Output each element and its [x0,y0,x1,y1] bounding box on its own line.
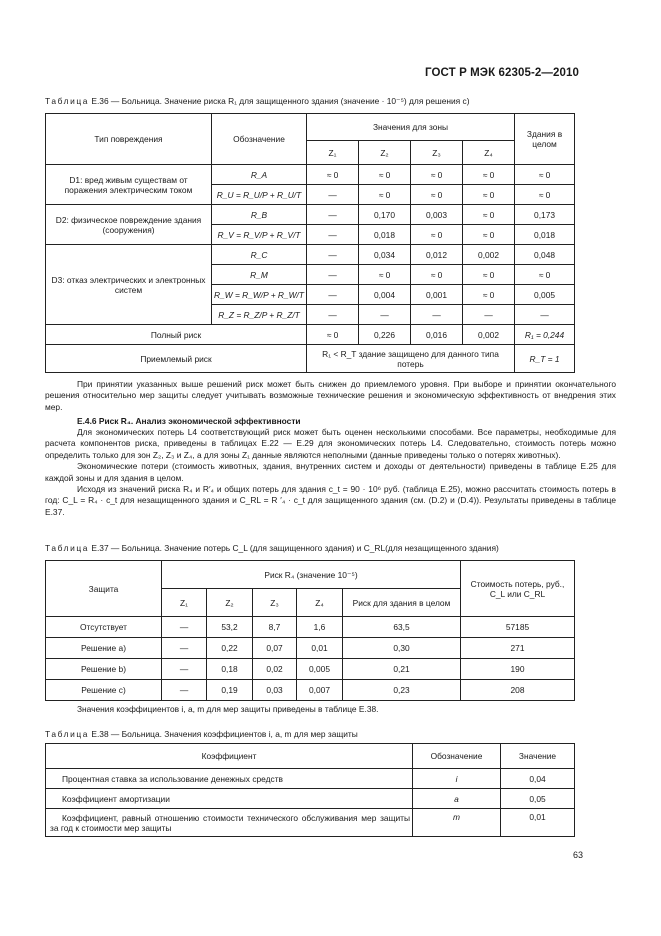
body-text-1 [45,379,616,413]
value-cell: 0,01 [501,809,575,837]
zone-z3: Z₃ [253,589,297,617]
table-row [46,809,575,837]
damage-d1: D1: вред живым существам от поражения электрическим током [46,165,212,205]
symbol-cell: R_V = R_V/P + R_V/T [212,225,307,245]
total-cell: 0,005 [515,285,575,305]
cost-cell: 208 [461,680,575,701]
col-header-risk: Риск R₄ (значение 10⁻⁵) [162,561,461,589]
value-cell: 0,001 [411,285,463,305]
table-e36 [45,113,575,373]
value-cell: — [307,225,359,245]
value-cell: 0,30 [343,638,461,659]
value-cell: ≈ 0 [463,265,515,285]
value-cell: 0,07 [253,638,297,659]
paragraph: Экономические потери (стоимость животных, здания, внутренних систем и доходы от деятельности) приведены в таблице Е.25 для каждой зоны и для здания в целом. [45,461,616,483]
acceptable-risk-text: R₁ < R_T здание защищено для данного типа потерь [307,345,515,373]
table-row [46,638,575,659]
damage-d3: D3: отказ электрических и электронных систем [46,245,212,325]
cost-cell: 190 [461,659,575,680]
zone-z1: Z₁ [307,141,359,165]
value-cell: 0,05 [501,789,575,809]
value-cell: ≈ 0 [411,185,463,205]
table-e38-caption [45,729,358,739]
zone-z1: Z₁ [162,589,207,617]
zone-z4: Z₄ [463,141,515,165]
zone-z2: Z₂ [359,141,411,165]
zone-z4: Z₄ [297,589,343,617]
total-cell: 0,173 [515,205,575,225]
symbol-cell: R_M [212,265,307,285]
value-cell: — [359,305,411,325]
value-cell: — [162,617,207,638]
body-text-2 [45,427,616,518]
value-cell: — [307,245,359,265]
paragraph: При принятии указанных выше решений риск может быть снижен до приемлемого уровня. При выборе и принятии окончательного решения относительно мер защиты следует учитывать возможные технические решения и экономическую эффективность от внедрения этих мер. [45,379,616,412]
protection-name: Отсутствует [46,617,162,638]
total-cell: ≈ 0 [515,265,575,285]
value-cell: 0,18 [207,659,253,680]
table-row [46,680,575,701]
paragraph: Для экономических потерь L4 соответствующий риск может быть оценен несколькими способами. Все параметры, необходимые для расчета компонентов риска, приведены в таблицах Е.22 — Е.29 для экономических потерь L4. Следовательно, стоимость потерь можно определить только для зон Z₂, Z₃ и Z₄, а для зоны Z₁ данные являются неполными (данные приведены только о потерях животных). [45,427,616,460]
value-cell: 63,5 [343,617,461,638]
value-cell: ≈ 0 [307,325,359,345]
value-cell: — [307,305,359,325]
value-cell: — [162,659,207,680]
caption-text: Е.38 — Больница. Значения коэффициентов i, a, m для мер защиты [89,729,358,739]
value-cell: 0,002 [463,325,515,345]
col-header-type: Тип повреждения [46,114,212,165]
caption-prefix: Таблица [45,729,90,739]
col-header-coefficient: Коэффициент [46,744,413,769]
value-cell: 0,007 [297,680,343,701]
caption-prefix: Таблица [45,543,90,553]
total-cell: ≈ 0 [515,185,575,205]
paragraph: Значения коэффициентов i, a, m для мер защиты приведены в таблице Е.38. [77,704,379,714]
value-cell: 0,003 [411,205,463,225]
table-row [46,769,575,789]
caption-text: Е.37 — Больница. Значение потерь C_L (для защищенного здания) и C_RL(для незащищенного здания) [89,543,499,553]
table-row-total [46,325,575,345]
value-cell: — [307,185,359,205]
col-header-cost: Стоимость потерь, руб., C_L или C_RL [461,561,575,617]
acceptable-risk-label: Приемлемый риск [46,345,307,373]
table-row-acceptable [46,345,575,373]
table-e37 [45,560,575,701]
value-cell: 0,018 [359,225,411,245]
col-header-protection: Защита [46,561,162,617]
col-header-value: Значение [501,744,575,769]
symbol-cell: R_C [212,245,307,265]
value-cell: ≈ 0 [411,265,463,285]
cost-cell: 57185 [461,617,575,638]
value-cell: ≈ 0 [411,165,463,185]
value-cell: — [463,305,515,325]
protection-name: Решение с) [46,680,162,701]
symbol-cell: R_U = R_U/P + R_U/T [212,185,307,205]
value-cell: ≈ 0 [463,285,515,305]
value-cell: — [162,680,207,701]
value-cell: 0,21 [343,659,461,680]
table-row [46,617,575,638]
value-cell: 0,19 [207,680,253,701]
value-cell: ≈ 0 [359,265,411,285]
table-e37-caption [45,543,499,553]
value-cell: ≈ 0 [463,225,515,245]
total-cell: R₁ = 0,244 [515,325,575,345]
value-cell: 53,2 [207,617,253,638]
value-cell: 0,04 [501,769,575,789]
value-cell: ≈ 0 [359,185,411,205]
value-cell: 0,034 [359,245,411,265]
document-header: ГОСТ Р МЭК 62305-2—2010 [425,67,579,79]
value-cell: 0,02 [253,659,297,680]
value-cell: ≈ 0 [307,165,359,185]
value-cell: 8,7 [253,617,297,638]
symbol-cell: R_Z = R_Z/P + R_Z/T [212,305,307,325]
caption-text: Е.36 — Больница. Значение риска R₁ для защищенного здания (значение · 10⁻⁵) для решения с) [89,96,470,106]
col-header-building: Здания в целом [515,114,575,165]
total-cell: ≈ 0 [515,165,575,185]
caption-prefix: Таблица [45,96,90,106]
symbol-cell: m [413,809,501,837]
section-heading [45,416,616,427]
coefficient-name: Процентная ставка за использование денежных средств [46,769,413,789]
value-cell: — [307,265,359,285]
value-cell: ≈ 0 [359,165,411,185]
col-header-building-risk: Риск для здания в целом [343,589,461,617]
value-cell: 0,22 [207,638,253,659]
table-row [46,205,575,225]
total-cell: 0,018 [515,225,575,245]
symbol-cell: R_B [212,205,307,225]
col-header-zones: Значения для зоны [307,114,515,141]
value-cell: 0,23 [343,680,461,701]
section-title: Е.4.6 Риск R₄. Анализ экономической эффективности [77,416,301,426]
value-cell: ≈ 0 [411,225,463,245]
value-cell: 0,01 [297,638,343,659]
paragraph: Исходя из значений риска R₄ и R′₄ и общих потерь для здания c_t = 90 · 10⁶ руб. (таблица Е.25), можно рассчитать стоимость потерь в год: C_L = R₄ · c_t для незащищенного здания и C_RL = R ′₄ · c_t для защищенного здания (см. (D.2) и (D.4)). Результаты приведены в таблице Е.37. [45,484,616,517]
value-cell: 0,012 [411,245,463,265]
value-cell: 0,004 [359,285,411,305]
zone-z2: Z₂ [207,589,253,617]
total-risk-label: Полный риск [46,325,307,345]
value-cell: 0,016 [411,325,463,345]
total-cell: — [515,305,575,325]
value-cell: 1,6 [297,617,343,638]
coefficient-name: Коэффициент, равный отношению стоимости технического обслуживания мер защиты за год к стоимости мер защиты [46,809,413,837]
protection-name: Решение а) [46,638,162,659]
value-cell: ≈ 0 [463,185,515,205]
symbol-cell: R_A [212,165,307,185]
table-row [46,789,575,809]
zone-z3: Z₃ [411,141,463,165]
acceptable-risk-value: R_T = 1 [515,345,575,373]
total-cell: 0,048 [515,245,575,265]
symbol-cell: R_W = R_W/P + R_W/T [212,285,307,305]
value-cell: ≈ 0 [463,165,515,185]
value-cell: 0,170 [359,205,411,225]
col-header-symbol: Обозначение [212,114,307,165]
protection-name: Решение b) [46,659,162,680]
value-cell: 0,226 [359,325,411,345]
table-row [46,659,575,680]
value-cell: — [307,285,359,305]
table-e38 [45,743,575,837]
col-header-symbol: Обозначение [413,744,501,769]
coefficient-name: Коэффициент амортизации [46,789,413,809]
table-row [46,245,575,265]
value-cell: 0,005 [297,659,343,680]
value-cell: 0,03 [253,680,297,701]
table-e36-caption [45,96,470,106]
cost-cell: 271 [461,638,575,659]
value-cell: 0,002 [463,245,515,265]
body-text-3 [45,704,616,715]
symbol-cell: i [413,769,501,789]
value-cell: — [162,638,207,659]
page-number: 63 [572,850,583,860]
damage-d2: D2: физическое повреждение здания (сооружения) [46,205,212,245]
value-cell: ≈ 0 [463,205,515,225]
value-cell: — [307,205,359,225]
table-row [46,165,575,185]
symbol-cell: a [413,789,501,809]
value-cell: — [411,305,463,325]
